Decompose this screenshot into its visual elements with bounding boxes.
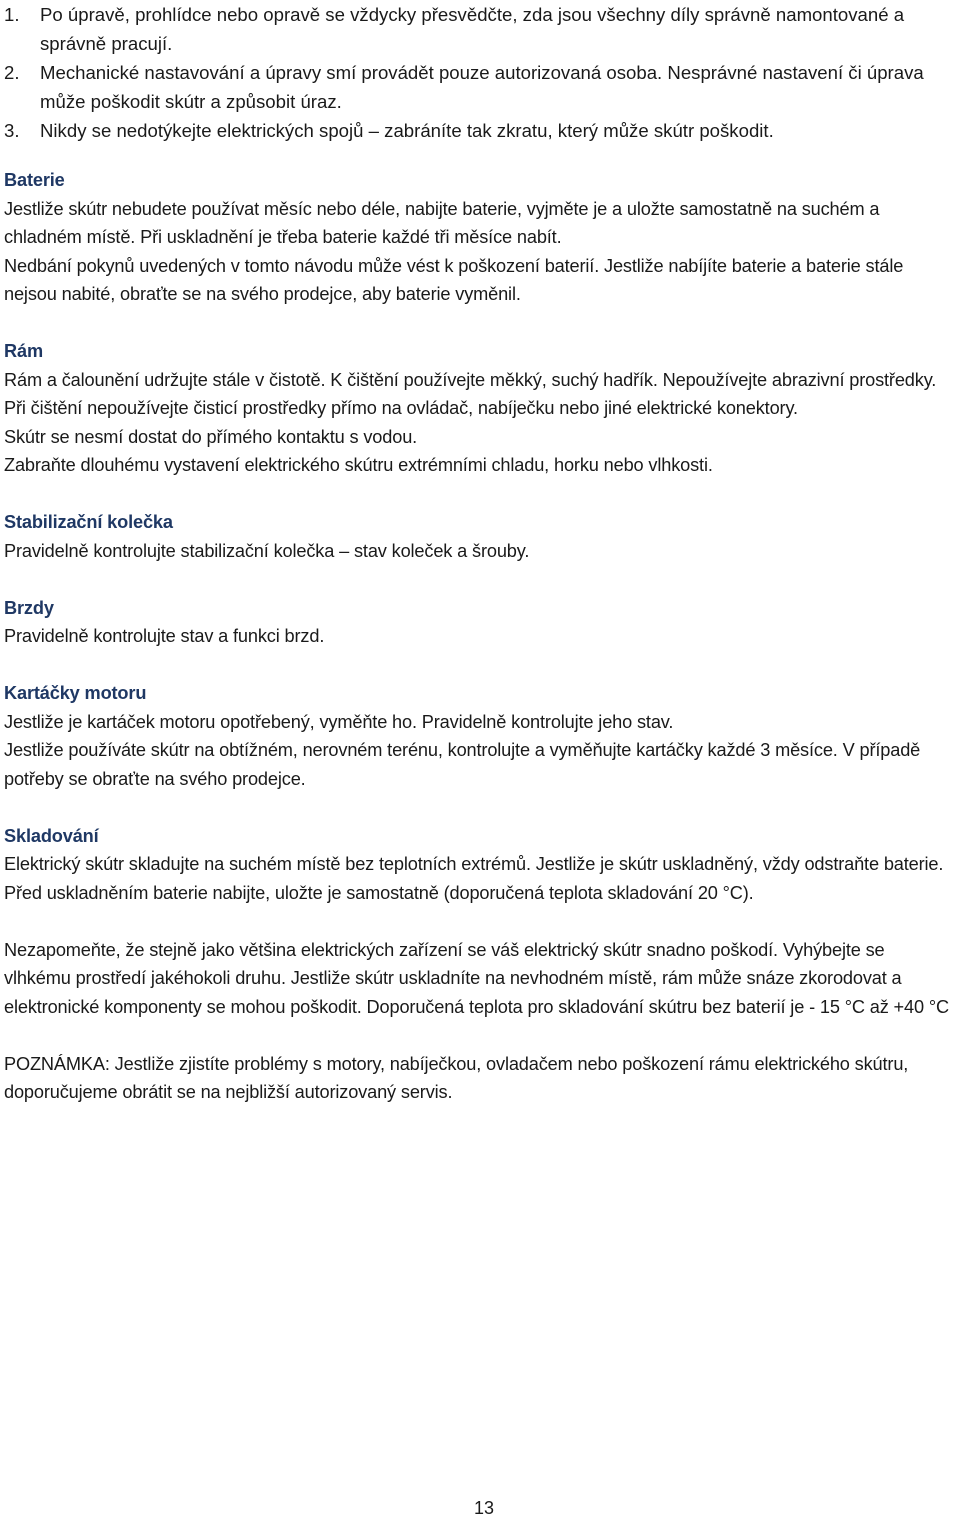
document-body bbox=[4, 166, 956, 1135]
section-brzdy bbox=[4, 594, 956, 651]
list-item bbox=[4, 0, 954, 58]
section-heading: Rám bbox=[4, 341, 43, 361]
paragraph: Jestliže je kartáček motoru opotřebený, vyměňte ho. Pravidelně kontrolujte jeho stav. bbox=[4, 711, 674, 732]
page-number: 13 bbox=[473, 1498, 495, 1518]
paragraph: Skútr se nesmí dostat do přímého kontaktu s vodou. bbox=[4, 426, 418, 447]
paragraph: Jestliže používáte skútr na obtížném, nerovném terénu, kontrolujte a vyměňujte kartáčky každé 3 měsíce. V případě potřeby se obraťte na svého prodejce. bbox=[4, 740, 921, 789]
paragraph: Pravidelně kontrolujte stabilizační kolečka – stav koleček a šrouby. bbox=[4, 540, 530, 561]
list-item bbox=[4, 116, 954, 145]
section-heading: Brzdy bbox=[4, 597, 54, 618]
paragraph: Elektrický skútr skladujte na suchém místě bez teplotních extrémů. Jestliže je skútr uskladněný, vždy odstraňte baterie. Před uskladněním baterie nabijte, uložte je samostatně (doporučená teplota skladování 20 °C). bbox=[4, 854, 944, 903]
list-item-number: 3. bbox=[4, 120, 20, 141]
section-heading: Baterie bbox=[4, 170, 65, 190]
numbered-instructions-list bbox=[4, 0, 954, 145]
list-item-text: Mechanické nastavování a úpravy smí provádět pouze autorizovaná osoba. Nesprávné nastavení či úprava může poškodit skútr a způsobit úraz. bbox=[40, 62, 924, 112]
paragraph: Pravidelně kontrolujte stav a funkci brzd. bbox=[4, 626, 325, 646]
paragraph: Zabraňte dlouhému vystavení elektrického skútru extrémními chladu, horku nebo vlhkosti. bbox=[4, 455, 713, 475]
list-item-text: Po úpravě, prohlídce nebo opravě se vždycky přesvědčte, zda jsou všechny díly správně namontované a správně pracují. bbox=[40, 4, 905, 54]
section-heading: Kartáčky motoru bbox=[4, 683, 147, 703]
section-nezapomente bbox=[4, 936, 956, 1022]
paragraph: Nezapomeňte, že stejně jako většina elektrických zařízení se váš elektrický skútr snadno poškodí. Vyhýbejte se vlhkému prostředí jakéhokoli druhu. Jestliže skútr uskladníte na nevhodném místě, rám může snáze zkorodovat a elektronické komponenty se mohou poškodit. Doporučená teplota pro skladování skútru bez baterií je - 15 °C až +40 °C bbox=[4, 939, 949, 1017]
section-stabilizacni-kolecka bbox=[4, 508, 956, 565]
list-item-text: Nikdy se nedotýkejte elektrických spojů – zabráníte tak zkratu, který může skútr poškodit. bbox=[40, 120, 774, 141]
paragraph: Jestliže skútr nebudete používat měsíc nebo déle, nabijte baterie, vyjměte je a uložte samostatně na suchém a chladném místě. Při uskladnění je třeba baterie každé tři měsíce nabít. bbox=[4, 198, 880, 247]
paragraph: Nedbání pokynů uvedených v tomto návodu může vést k poškození baterií. Jestliže nabíjíte baterie a baterie stále nejsou nabité, obraťte se na svého prodejce, aby baterie vyměnil. bbox=[4, 255, 904, 304]
section-skladovani bbox=[4, 822, 956, 908]
section-poznamka bbox=[4, 1050, 956, 1107]
paragraph: Rám a čalounění udržujte stále v čistotě. K čištění používejte měkký, suchý hadřík. Nepoužívejte abrazivní prostředky. Při čištění nepoužívejte čisticí prostředky přímo na ovládač, nabíječku nebo jiné elektrické konektory. bbox=[4, 369, 937, 418]
section-heading: Skladování bbox=[4, 825, 99, 846]
list-item-number: 2. bbox=[4, 62, 20, 83]
section-baterie bbox=[4, 166, 956, 309]
section-ram bbox=[4, 337, 956, 480]
list-item-number: 1. bbox=[4, 4, 20, 25]
section-kartacky-motoru bbox=[4, 679, 956, 793]
section-heading: Stabilizační kolečka bbox=[4, 512, 173, 532]
list-item bbox=[4, 58, 954, 116]
note-paragraph: POZNÁMKA: Jestliže zjistíte problémy s motory, nabíječkou, ovladačem nebo poškození rámu elektrického skútru, doporučujeme obrátit se na nejbližší autorizovaný servis. bbox=[4, 1053, 909, 1102]
